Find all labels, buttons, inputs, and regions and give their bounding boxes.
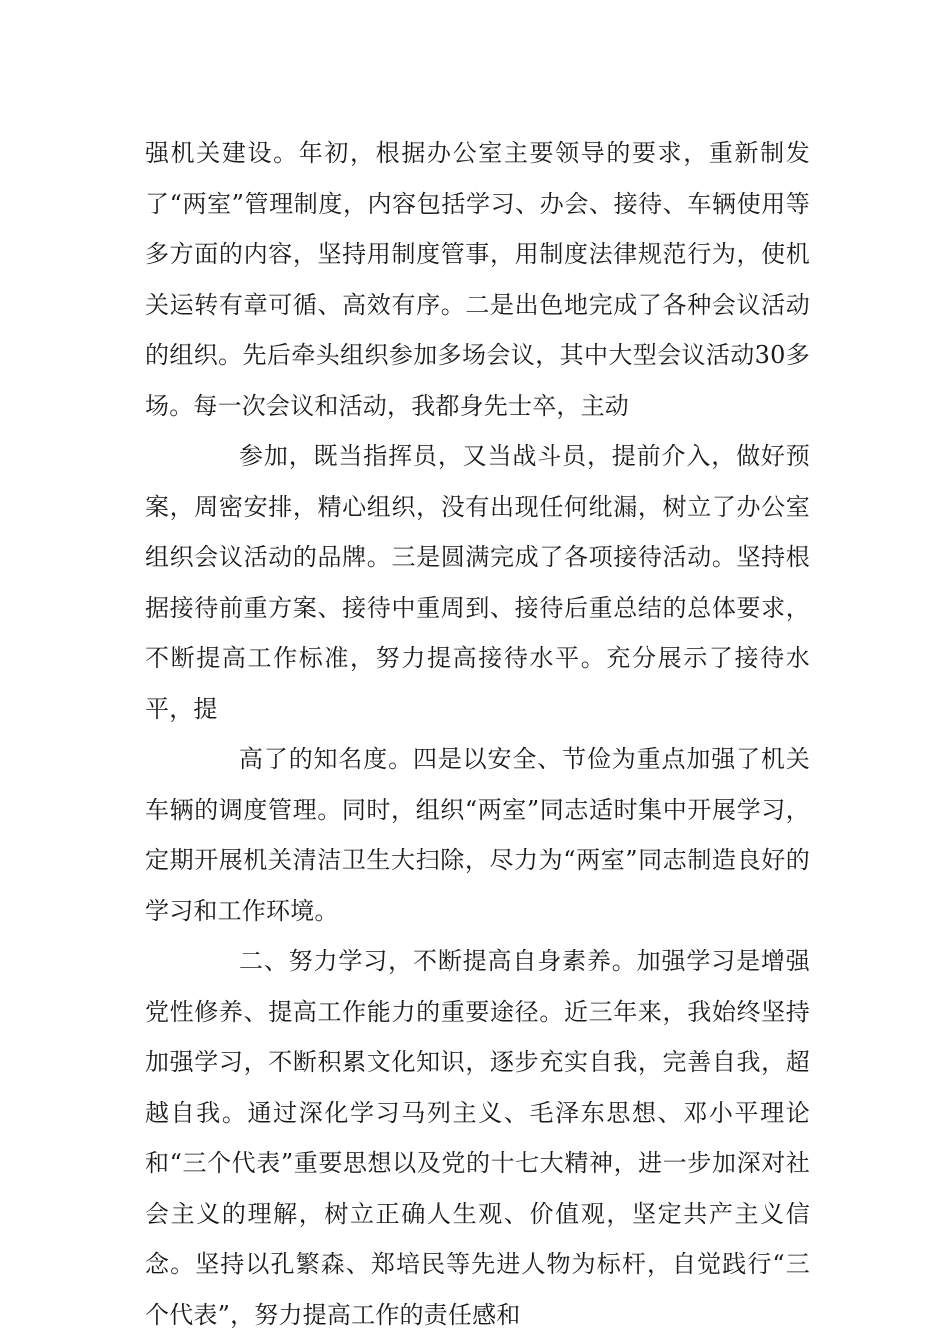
paragraph-3: 高了的知名度。四是以安全、节俭为重点加强了机关车辆的调度管理。同时，组织“两室”同志适时集中开展学习，定期开展机关清洁卫生大扫除，尽力为“两室”同志制造良好的学习和工作环境。: [145, 745, 810, 925]
paragraph-2: 参加，既当指挥员，又当战斗员，提前介入，做好预案，周密安排，精心组织，没有出现任何纰漏，树立了办公室组织会议活动的品牌。三是圆满完成了各项接待活动。坚持根据接待前重方案、接待中重周到、接待后重总结的总体要求，不断提高工作标准，努力提高接待水平。充分展示了接待水平，提: [145, 442, 810, 723]
paragraph-4: 二、努力学习，不断提高自身素养。加强学习是增强党性修养、提高工作能力的重要途径。近三年来，我始终坚持加强学习，不断积累文化知识，逐步充实自我，完善自我，超越自我。通过深化学习马列主义、毛泽东思想、邓小平理论和“三个代表”重要思想以及党的十七大精神，进一步加深对社会主义的理解，树立正确人生观、价值观，坚定共产主义信念。坚持以孔繁森、郑培民等先进人物为标杆，自觉践行“三个代表”，努力提高工作的责任感和: [145, 947, 810, 1329]
paragraph-1: 强机关建设。年初，根据办公室主要领导的要求，重新制发了“两室”管理制度，内容包括学习、办会、接待、车辆使用等多方面的内容，坚持用制度管事，用制度法律规范行为，使机关运转有章可循、高效有序。二是出色地完成了各种会议活动的组织。先后牵头组织参加多场会议，其中大型会议活动30多场。每一次会议和活动，我都身先士卒，主动: [145, 139, 810, 420]
document-body: [145, 128, 810, 1340]
